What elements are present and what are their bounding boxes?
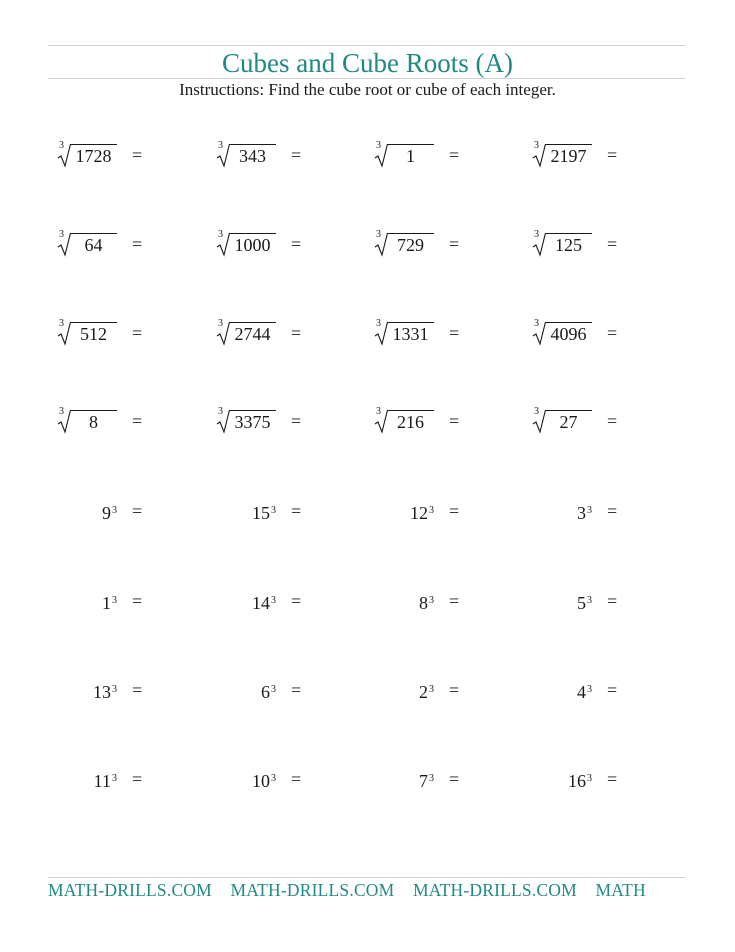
footer-text: MATH-DRILLS.COM bbox=[48, 880, 212, 900]
cube-root-problem bbox=[214, 318, 364, 351]
equals-sign: = bbox=[449, 234, 460, 254]
root-index: 3 bbox=[59, 406, 64, 417]
radicand: 4096 bbox=[545, 322, 592, 345]
cube-problem bbox=[55, 767, 205, 797]
cube-problem bbox=[372, 678, 522, 708]
equals-sign: = bbox=[132, 501, 143, 521]
radicand: 2744 bbox=[229, 322, 276, 345]
cube-expression bbox=[372, 590, 434, 614]
exponent: 3 bbox=[587, 773, 592, 784]
cube-problem bbox=[214, 678, 364, 708]
cube-root-problem bbox=[214, 229, 364, 262]
radicand: 1728 bbox=[70, 144, 117, 167]
radical-sign-icon bbox=[57, 231, 71, 257]
radicand: 8 bbox=[70, 410, 117, 433]
cube-problem bbox=[214, 767, 364, 797]
radical-sign-icon bbox=[532, 408, 546, 434]
equals-sign: = bbox=[291, 411, 302, 431]
cube-root-problem bbox=[372, 229, 522, 262]
cube-expression bbox=[214, 679, 276, 703]
equals-sign: = bbox=[291, 769, 302, 789]
exponent: 3 bbox=[271, 505, 276, 516]
radicand: 1331 bbox=[387, 322, 434, 345]
base-number: 10 bbox=[252, 771, 270, 791]
radical-sign-icon bbox=[374, 231, 388, 257]
exponent: 3 bbox=[271, 684, 276, 695]
radicand: 1000 bbox=[229, 233, 276, 256]
root-index: 3 bbox=[59, 229, 64, 240]
radical-sign-icon bbox=[374, 408, 388, 434]
footer bbox=[48, 880, 685, 902]
cube-problem bbox=[55, 499, 205, 529]
equals-sign: = bbox=[449, 591, 460, 611]
equals-sign: = bbox=[291, 234, 302, 254]
base-number: 3 bbox=[577, 503, 586, 523]
equals-sign: = bbox=[291, 501, 302, 521]
radical-sign-icon bbox=[374, 320, 388, 346]
cube-problem bbox=[214, 589, 364, 619]
cube-problem bbox=[530, 678, 680, 708]
cube-problem bbox=[530, 589, 680, 619]
root-index: 3 bbox=[534, 140, 539, 151]
base-number: 14 bbox=[252, 593, 270, 613]
exponent: 3 bbox=[271, 773, 276, 784]
equals-sign: = bbox=[449, 501, 460, 521]
exponent: 3 bbox=[112, 505, 117, 516]
root-index: 3 bbox=[59, 140, 64, 151]
exponent: 3 bbox=[112, 684, 117, 695]
base-number: 7 bbox=[419, 771, 428, 791]
exponent: 3 bbox=[429, 505, 434, 516]
exponent: 3 bbox=[429, 595, 434, 606]
exponent: 3 bbox=[429, 773, 434, 784]
radical-sign-icon bbox=[57, 320, 71, 346]
equals-sign: = bbox=[132, 145, 143, 165]
equals-sign: = bbox=[132, 680, 143, 700]
radical-sign-icon bbox=[532, 142, 546, 168]
radicand: 343 bbox=[229, 144, 276, 167]
root-index: 3 bbox=[376, 229, 381, 240]
equals-sign: = bbox=[607, 769, 618, 789]
footer-text: MATH bbox=[595, 880, 646, 900]
base-number: 15 bbox=[252, 503, 270, 523]
footer-text: MATH-DRILLS.COM bbox=[230, 880, 395, 900]
exponent: 3 bbox=[271, 595, 276, 606]
equals-sign: = bbox=[132, 591, 143, 611]
root-index: 3 bbox=[376, 406, 381, 417]
root-index: 3 bbox=[218, 229, 223, 240]
radical-sign-icon bbox=[532, 231, 546, 257]
base-number: 9 bbox=[102, 503, 111, 523]
cube-problem bbox=[372, 767, 522, 797]
cube-problem bbox=[530, 499, 680, 529]
radical-sign-icon bbox=[216, 231, 230, 257]
radical-sign-icon bbox=[532, 320, 546, 346]
equals-sign: = bbox=[607, 234, 618, 254]
equals-sign: = bbox=[449, 145, 460, 165]
cube-problem bbox=[530, 767, 680, 797]
cube-expression bbox=[55, 679, 117, 703]
equals-sign: = bbox=[291, 323, 302, 343]
equals-sign: = bbox=[132, 234, 143, 254]
root-index: 3 bbox=[376, 140, 381, 151]
cube-root-problem bbox=[55, 140, 205, 173]
cube-root-problem bbox=[214, 140, 364, 173]
cube-root-problem bbox=[530, 318, 680, 351]
base-number: 12 bbox=[410, 503, 428, 523]
cube-root-problem bbox=[372, 140, 522, 173]
cube-root-problem bbox=[55, 318, 205, 351]
cube-expression bbox=[55, 768, 117, 792]
equals-sign: = bbox=[132, 323, 143, 343]
cube-expression bbox=[530, 500, 592, 524]
equals-sign: = bbox=[449, 411, 460, 431]
base-number: 4 bbox=[577, 682, 586, 702]
cube-problem bbox=[214, 499, 364, 529]
exponent: 3 bbox=[112, 595, 117, 606]
root-index: 3 bbox=[534, 229, 539, 240]
root-index: 3 bbox=[376, 318, 381, 329]
radical-sign-icon bbox=[57, 142, 71, 168]
cube-problem bbox=[55, 678, 205, 708]
cube-expression bbox=[214, 768, 276, 792]
base-number: 1 bbox=[102, 593, 111, 613]
root-index: 3 bbox=[534, 406, 539, 417]
base-number: 2 bbox=[419, 682, 428, 702]
cube-root-problem bbox=[214, 406, 364, 439]
radical-sign-icon bbox=[57, 408, 71, 434]
equals-sign: = bbox=[449, 769, 460, 789]
cube-expression bbox=[530, 590, 592, 614]
cube-expression bbox=[55, 590, 117, 614]
root-index: 3 bbox=[59, 318, 64, 329]
cube-expression bbox=[55, 500, 117, 524]
equals-sign: = bbox=[607, 680, 618, 700]
page-title: Cubes and Cube Roots (A) bbox=[222, 48, 513, 78]
cube-expression bbox=[372, 679, 434, 703]
radicand: 27 bbox=[545, 410, 592, 433]
root-index: 3 bbox=[218, 140, 223, 151]
cube-root-problem bbox=[372, 406, 522, 439]
cube-expression bbox=[530, 679, 592, 703]
cube-root-problem bbox=[530, 406, 680, 439]
footer-rule bbox=[48, 877, 685, 878]
cube-expression bbox=[214, 590, 276, 614]
radicand: 64 bbox=[70, 233, 117, 256]
footer-text: MATH-DRILLS.COM bbox=[413, 880, 577, 900]
cube-root-problem bbox=[55, 406, 205, 439]
equals-sign: = bbox=[607, 145, 618, 165]
exponent: 3 bbox=[587, 595, 592, 606]
equals-sign: = bbox=[291, 591, 302, 611]
equals-sign: = bbox=[607, 323, 618, 343]
radicand: 1 bbox=[387, 144, 434, 167]
base-number: 8 bbox=[419, 593, 428, 613]
root-index: 3 bbox=[218, 318, 223, 329]
base-number: 16 bbox=[568, 771, 586, 791]
cube-root-problem bbox=[372, 318, 522, 351]
exponent: 3 bbox=[429, 684, 434, 695]
base-number: 5 bbox=[577, 593, 586, 613]
radical-sign-icon bbox=[374, 142, 388, 168]
exponent: 3 bbox=[587, 505, 592, 516]
cube-expression bbox=[214, 500, 276, 524]
equals-sign: = bbox=[132, 769, 143, 789]
radicand: 512 bbox=[70, 322, 117, 345]
radicand: 3375 bbox=[229, 410, 276, 433]
instructions: Instructions: Find the cube root or cube of each integer. bbox=[179, 80, 556, 99]
radicand: 125 bbox=[545, 233, 592, 256]
cube-root-problem bbox=[530, 229, 680, 262]
root-index: 3 bbox=[218, 406, 223, 417]
cube-root-problem bbox=[530, 140, 680, 173]
cube-problem bbox=[55, 589, 205, 619]
cube-problem bbox=[372, 499, 522, 529]
radicand: 2197 bbox=[545, 144, 592, 167]
equals-sign: = bbox=[607, 591, 618, 611]
cube-expression bbox=[372, 768, 434, 792]
equals-sign: = bbox=[607, 501, 618, 521]
exponent: 3 bbox=[587, 684, 592, 695]
radicand: 729 bbox=[387, 233, 434, 256]
equals-sign: = bbox=[449, 323, 460, 343]
radical-sign-icon bbox=[216, 408, 230, 434]
root-index: 3 bbox=[534, 318, 539, 329]
radical-sign-icon bbox=[216, 320, 230, 346]
base-number: 6 bbox=[261, 682, 270, 702]
equals-sign: = bbox=[291, 145, 302, 165]
radical-sign-icon bbox=[216, 142, 230, 168]
radicand: 216 bbox=[387, 410, 434, 433]
cube-problem bbox=[372, 589, 522, 619]
cube-root-problem bbox=[55, 229, 205, 262]
equals-sign: = bbox=[132, 411, 143, 431]
exponent: 3 bbox=[112, 773, 117, 784]
equals-sign: = bbox=[291, 680, 302, 700]
equals-sign: = bbox=[449, 680, 460, 700]
cube-expression bbox=[372, 500, 434, 524]
cube-expression bbox=[530, 768, 592, 792]
base-number: 13 bbox=[93, 682, 111, 702]
base-number: 11 bbox=[93, 771, 111, 791]
equals-sign: = bbox=[607, 411, 618, 431]
